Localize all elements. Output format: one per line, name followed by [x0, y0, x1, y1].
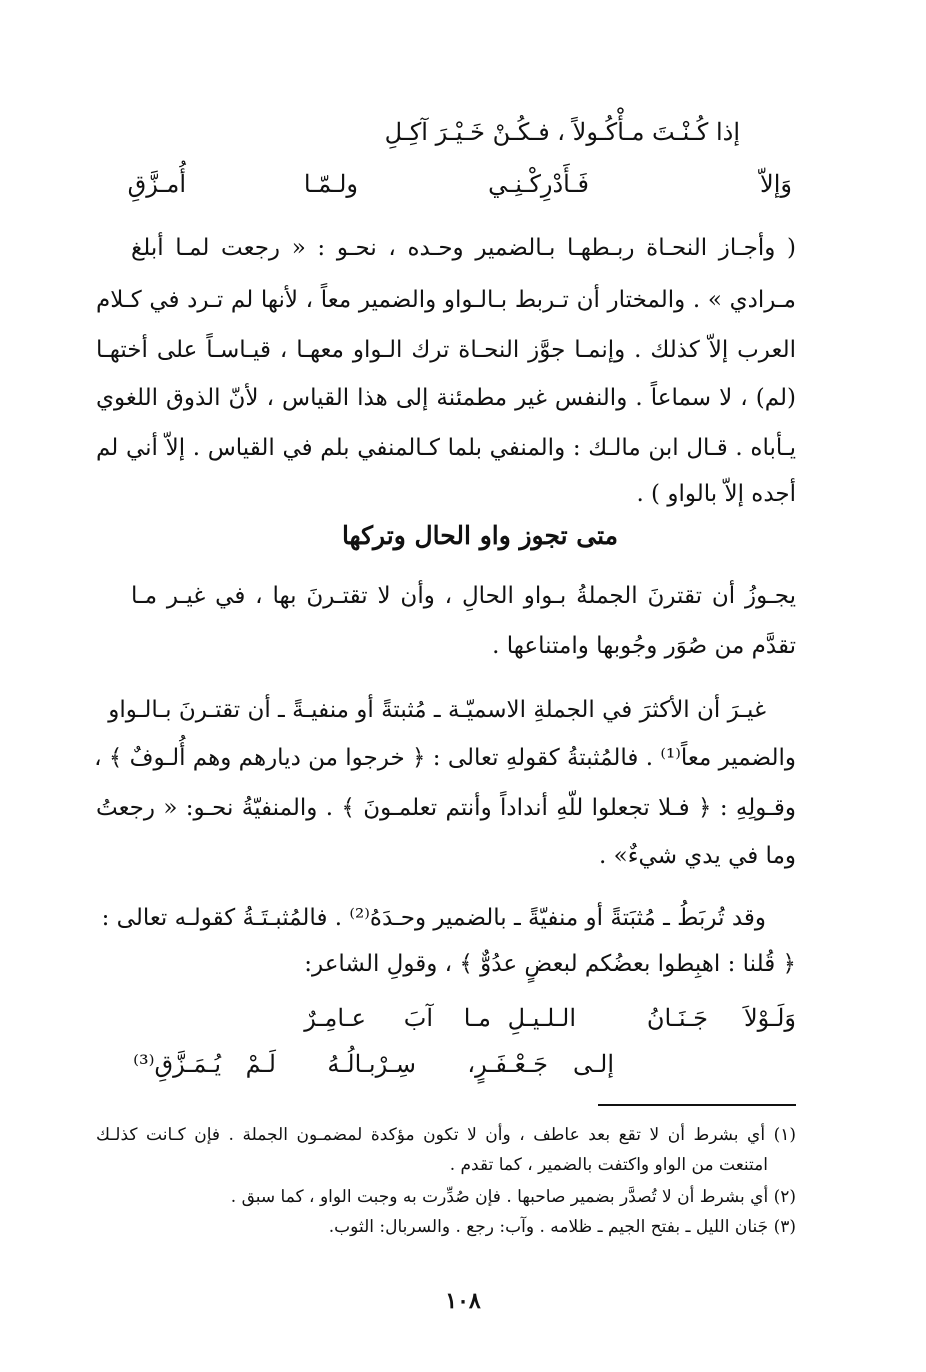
- verse-word: وَإلاّ: [760, 170, 792, 198]
- verse-word: جَـعْـفَـرٍ،: [467, 1050, 548, 1078]
- paragraph-line: يـأباه . قـال ابن مالـك : والمنفي بلما كـالمنفي بلم في القياس . إلاّ أني لم: [96, 435, 796, 461]
- footnote-line: امتنعت من الواو واكتفت بالضمير ، كما تقدم .: [449, 1155, 768, 1175]
- verse-word: آبَ: [403, 1004, 433, 1032]
- verse-word: أُمـزَّقِ: [127, 170, 186, 198]
- paragraph-line: يجـوزُ أن تقترنَ الجملةُ بـواو الحالِ ، وأن لا تقتـرنَ بها ، في غيـر مـا: [131, 583, 796, 609]
- verse-word: عـامِـرٌ: [304, 1004, 366, 1032]
- paragraph-line: غيـرَ أن الأكثرَ في الجملةِ الاسميّـة ـ مُثبتةً أو منفيـةً ـ أن تقتـرنَ بـالـواو: [108, 697, 766, 723]
- verse-word: مـا: [463, 1004, 491, 1032]
- section-heading: متى تجوز واو الحال وتركها: [341, 521, 619, 550]
- paragraph-line: والضمير معاً⁽¹⁾ . فالمُثبتةُ كقولهِ تعالى : ﴿ خرجوا من ديارهم وهم أُلـوفٌ ﴾ ،: [94, 745, 796, 771]
- verse-word: إلـى: [572, 1050, 614, 1078]
- verse-word: يُـمَـزَّقِ⁽³⁾: [133, 1050, 221, 1078]
- verse-word: لَـمْ: [245, 1050, 276, 1078]
- paragraph-line: أجده إلاّ بالواو ) .: [636, 481, 796, 507]
- paragraph-line: (لم) ، لا سماعاً . والنفس غير مطمئنة إلى هذا القياس ، لأنّ الذوق اللغوي: [96, 385, 796, 411]
- page-number: ١٠٨: [445, 1288, 481, 1314]
- paragraph-line: وما في يدي شيءٌ» .: [599, 843, 796, 869]
- footnote-line: (٢) أي بشرط أن لا تُصدَّر بضمير صاحبها . فإن صُدِّرت به وجبت الواو ، كما سبق .: [230, 1187, 796, 1207]
- verse-word: الـلـيـلِ: [507, 1004, 576, 1032]
- paragraph-line: وقد تُربَطُ ـ مُثبَتةً أو منفيّةً ـ بالضمير وحـدَهُ⁽²⁾ . فالمُثبـتَـةُ كقولـه تعالى :: [101, 905, 766, 931]
- verse-word: جَـنَـانُ: [646, 1004, 708, 1032]
- paragraph-line: تقدَّم من صُوَر وجُوبها وامتناعها .: [492, 633, 796, 659]
- footnote-line: (٣) جَنان الليل ـ بفتح الجيم ـ ظلامه . وآب: رجع . والسربال: الثوب.: [328, 1217, 796, 1237]
- paragraph-line: وقـولِهِ : ﴿ فـلا تجعلوا للّهِ أنداداً وأنتم تعلمـونَ ﴾ . والمنفيّةُ نحـو: « رجعتُ: [96, 795, 796, 821]
- verse-word: فَـأَدْرِكْـنِـي: [488, 170, 589, 198]
- verse1-first-hemistich: إذا كُـنْـتَ مـأْكُـولاً ، فـكُـنْ خَـيْـرَ آكِـلِ: [384, 118, 740, 146]
- footnote-separator: [598, 1104, 796, 1106]
- paragraph-line: ( وأجـاز النحـاة ربـطهـا بـالضمير وحـده ، نحـو : « رجعت لمـا أبلغ: [131, 235, 796, 261]
- paragraph-line: العرب إلاّ كذلك . وإنمـا جوَّز النحـاة ترك الـواو معهـا ، قيـاسـاً على أختهـا: [96, 337, 796, 363]
- paragraph-line: ﴿ قُلنا : اهبِطوا بعضُكم لبعضٍ عدُوٌّ ﴾ ، وقولِ الشاعر:: [304, 951, 796, 977]
- paragraph-line: مـرادي » . والمختار أن تـربط بـالـواو والضمير معاً ، لأنها لم تـرد في كـلام: [96, 287, 796, 313]
- footnote-line: (١) أي بشرط أن لا تقع بعد عاطف ، وأن لا تكون مؤكدة لمضمـون الجملة . فإن كـانت كذلـك: [96, 1125, 796, 1145]
- verse-word: ولـمّـا: [303, 170, 358, 198]
- verse-word: سِـرْبـالُـهُ: [327, 1050, 416, 1078]
- verse-word: وَلَـوْلاَ: [743, 1004, 796, 1032]
